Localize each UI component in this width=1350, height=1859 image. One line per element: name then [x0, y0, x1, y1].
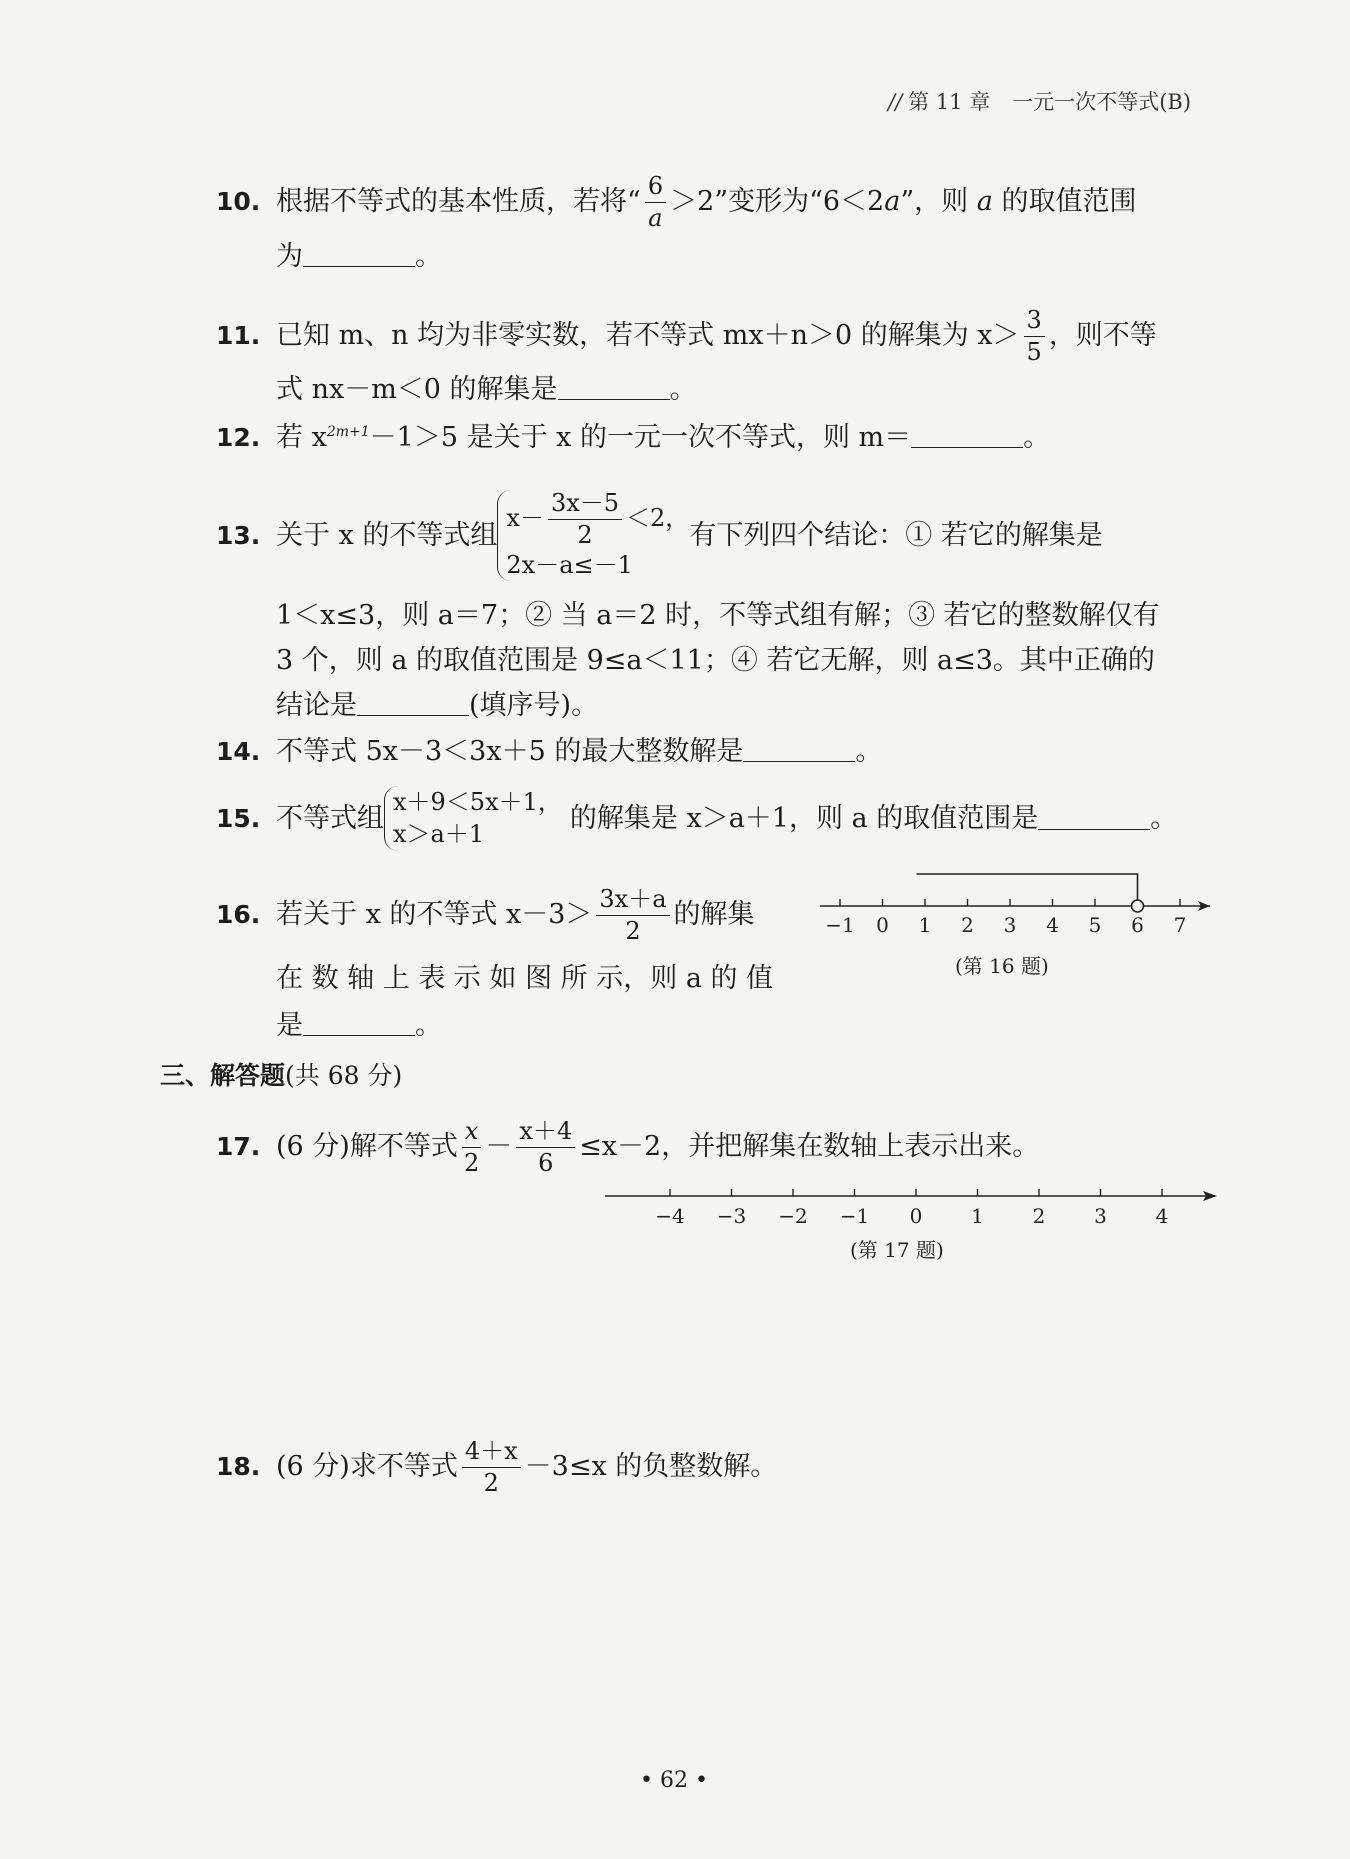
axis-tick-label: 1	[918, 913, 932, 936]
q13-text: 有下列四个结论：① 若它的解集是	[689, 520, 1103, 552]
frac-denominator: 2	[463, 1148, 480, 1177]
axis-tick-label: 0	[909, 1204, 923, 1228]
page-number: • 62 •	[640, 1768, 708, 1793]
q16-text: 。	[415, 1010, 442, 1041]
question-16-line3	[276, 1012, 442, 1039]
question-number: 11.	[216, 320, 261, 350]
question-12	[216, 424, 1050, 451]
answer-blank[interactable]	[558, 377, 670, 400]
frac-denominator: 5	[1026, 337, 1042, 366]
open-point	[1132, 900, 1144, 912]
axis-tick-label: 5	[1088, 913, 1102, 936]
inequality-system	[497, 490, 689, 581]
q12-text: 若 x	[276, 422, 327, 453]
q13-text: 关于 x 的不等式组	[276, 520, 498, 552]
question-13-line4	[276, 692, 598, 719]
number-line-svg	[605, 1176, 1225, 1236]
q10-text: 根据不等式的基本性质，若将“	[276, 185, 641, 217]
axis-tick-label: −1	[839, 1204, 870, 1228]
q16-text: 若关于 x 的不等式 x－3＞	[276, 898, 593, 930]
question-16-line1	[216, 886, 755, 945]
question-number: 16.	[216, 899, 261, 929]
question-number: 10.	[216, 186, 261, 216]
q18-score: (6 分)	[276, 1450, 350, 1482]
fraction	[462, 1438, 521, 1497]
axis-tick-label: 2	[1032, 1204, 1046, 1228]
solution-bracket	[917, 874, 1138, 900]
row-text: ＜2，	[626, 503, 690, 532]
axis-tick-label: 4	[1046, 913, 1059, 936]
fraction	[1024, 307, 1045, 366]
answer-blank[interactable]	[357, 693, 469, 716]
axis-tick-label: 7	[1173, 913, 1187, 936]
frac-denominator: 2	[625, 916, 641, 945]
section-score: (共 68 分)	[285, 1061, 403, 1090]
axis-tick-label: 1	[971, 1204, 984, 1228]
running-header	[888, 86, 1191, 116]
axis-tick-label: −4	[655, 1204, 685, 1228]
question-11-line1	[216, 307, 1157, 366]
axis-tick-label: 6	[1131, 913, 1144, 936]
q17-text: 解不等式	[349, 1130, 458, 1162]
frac-denominator: 6	[538, 1148, 554, 1177]
section-title: 三、解答题	[160, 1061, 286, 1090]
question-15	[216, 786, 1177, 851]
exponent: 2m+1	[326, 424, 370, 440]
number-line-svg	[820, 866, 1220, 936]
system-row: x＋9＜5x＋1，	[393, 788, 562, 816]
q12-text: －1＞5 是关于 x 的一元一次不等式，则 m＝	[369, 422, 912, 453]
question-13-line1	[216, 490, 1103, 581]
question-13-line3: 3 个，则 a 的取值范围是 9≤a＜11；④ 若它无解，则 a≤3。其中正确的	[276, 645, 1155, 676]
answer-blank[interactable]	[911, 425, 1023, 448]
q14-text: 不等式 5x－3＜3x＋5 的最大整数解是	[276, 736, 744, 767]
q10-text: 的取值范围	[1001, 185, 1137, 217]
frac-numerator: 6	[645, 173, 666, 203]
fraction	[645, 173, 666, 232]
question-13-line2: 1＜x≤3，则 a＝7；② 当 a＝2 时，不等式组有解；③ 若它的整数解仅有	[276, 600, 1160, 631]
axis-tick-label: 0	[876, 913, 889, 936]
fraction	[596, 886, 669, 945]
answer-blank[interactable]	[303, 244, 415, 267]
q10-text: ＞2”变形为“6＜2	[670, 185, 885, 217]
q16-text: 的解集	[673, 898, 755, 930]
q14-text: 。	[855, 736, 883, 767]
question-number: 15.	[216, 803, 261, 833]
header-title: 一元一次不等式(B)	[1012, 90, 1192, 114]
q15-text: 不等式组	[276, 802, 384, 834]
q15-text: 。	[1150, 802, 1178, 834]
axis-tick-label: 4	[1155, 1204, 1169, 1228]
q15-text: 的解集是 x＞a＋1，则 a 的取值范围是	[569, 802, 1039, 834]
question-14	[216, 738, 882, 765]
q11-text: 。	[669, 374, 697, 405]
axis-tick-label: −2	[778, 1204, 808, 1228]
system-row	[506, 490, 689, 549]
section-three-heading	[160, 1056, 402, 1092]
fraction	[548, 490, 622, 549]
question-number: 18.	[216, 1451, 261, 1481]
system-row: 2x－a≤－1	[506, 550, 633, 579]
answer-blank[interactable]	[1038, 807, 1150, 830]
inequality-system	[384, 786, 562, 851]
row-text: x－	[506, 503, 544, 532]
q18-text: 求不等式	[349, 1450, 458, 1482]
q16-caption: (第 16 题)	[955, 954, 1049, 978]
fraction	[516, 1118, 575, 1177]
var-a: a	[976, 185, 993, 217]
q11-text: 式 nx－m＜0 的解集是	[276, 374, 558, 405]
header-mark: //	[888, 90, 903, 114]
frac-numerator: 3	[1024, 307, 1045, 337]
q17-caption: (第 17 题)	[850, 1238, 944, 1262]
question-17	[216, 1118, 1039, 1177]
question-10-line1	[216, 173, 1136, 232]
header-chapter: 第 11 章	[908, 90, 991, 114]
axis-tick-label: 3	[1003, 913, 1017, 936]
axis-tick-label: 3	[1094, 1204, 1107, 1228]
axis-tick-label: −3	[716, 1204, 747, 1228]
axis-tick-label: 2	[961, 913, 974, 936]
answer-blank[interactable]	[303, 1013, 415, 1036]
answer-blank[interactable]	[743, 739, 855, 762]
question-18	[216, 1438, 777, 1497]
question-16-line2: 在 数 轴 上 表 示 如 图 所 示，则 a 的 值	[276, 963, 774, 994]
q18-text: －3≤x 的负整数解。	[524, 1450, 778, 1482]
question-number: 17.	[216, 1131, 261, 1161]
q12-text: 。	[1023, 422, 1051, 453]
question-10-line2	[276, 243, 442, 270]
q10-text: 为	[276, 241, 303, 272]
q11-text: ，则不等	[1048, 319, 1157, 351]
q16-number-line	[820, 866, 1220, 940]
question-number: 12.	[216, 423, 261, 452]
question-number: 13.	[216, 521, 261, 551]
q11-text: 已知 m、n 均为非零实数，若不等式 mx＋n＞0 的解集为 x＞	[276, 319, 1020, 351]
question-11-line2	[276, 376, 697, 403]
q17-number-line	[605, 1176, 1225, 1240]
frac-denominator: 2	[577, 520, 593, 549]
frac-numerator: 4＋x	[462, 1438, 521, 1468]
q16-text: 是	[276, 1010, 303, 1041]
fraction	[462, 1118, 482, 1177]
q13-text: (填序号)。	[469, 690, 599, 721]
var-a: a	[884, 185, 901, 217]
frac-numerator: x	[462, 1118, 482, 1148]
q13-text: 结论是	[276, 690, 357, 721]
frac-numerator: x＋4	[516, 1118, 575, 1148]
q17-text: －	[485, 1130, 513, 1162]
q10-text: ”，则	[900, 185, 969, 217]
system-row: x＞a＋1	[393, 820, 485, 849]
frac-numerator: 3x－5	[548, 490, 622, 520]
q10-text: 。	[415, 241, 442, 272]
question-number: 14.	[216, 737, 261, 766]
frac-numerator: 3x＋a	[596, 886, 669, 916]
frac-denominator: 2	[483, 1468, 499, 1497]
q17-score: (6 分)	[276, 1130, 350, 1162]
q17-text: ≤x－2，并把解集在数轴上表示出来。	[579, 1130, 1040, 1162]
frac-denominator: a	[648, 203, 663, 232]
axis-tick-label: −1	[825, 913, 855, 936]
